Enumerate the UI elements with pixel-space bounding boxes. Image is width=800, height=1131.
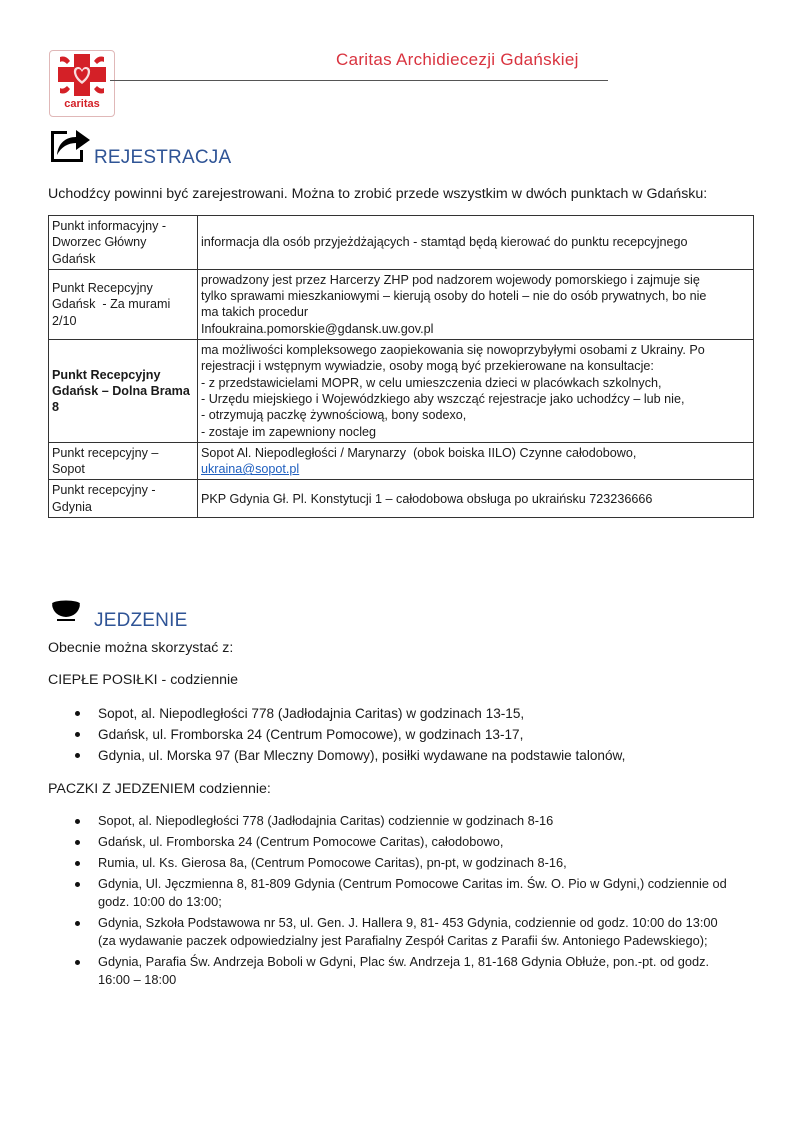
bowl-icon — [48, 588, 92, 628]
food-heading — [48, 588, 188, 631]
list-item-line: Rumia, ul. Ks. Gierosa 8a, (Centrum Pomocowe Caritas), pn-pt, w godzinach 8-16, — [98, 855, 567, 870]
details-line: Sopot Al. Niepodległości / Marynarzy (obok boiska IILO) Czynne całodobowo, — [201, 445, 637, 460]
hot-meals-list — [72, 703, 625, 766]
table-row — [49, 340, 754, 443]
list-item-line: 16:00 – 18:00 — [98, 972, 177, 987]
logo-text: caritas — [64, 98, 100, 110]
list-item-line: (za wydawanie paczek odpowiedzialny jest Parafialny Zespół Caritas z Parafii św. Antoniego Padewskiego); — [98, 933, 708, 948]
details-line: - otrzymują paczkę żywnościową, bony sodexo, — [201, 408, 467, 423]
list-item — [72, 914, 727, 950]
packages-label: PACZKI Z JEDZENIEM codziennie: — [48, 781, 271, 797]
location-line: Gdańsk — [52, 251, 96, 266]
caritas-logo — [49, 50, 115, 117]
location-cell — [49, 442, 198, 480]
share-arrow-icon — [48, 125, 92, 165]
location-line: Gdynia — [52, 499, 92, 514]
details-cell — [198, 340, 754, 443]
section-title-food: JEDZENIE — [94, 610, 188, 631]
details-line: Infoukraina.pomorskie@gdansk.uw.gov.pl — [201, 321, 434, 336]
header-divider — [110, 80, 608, 81]
registration-intro: Uchodźcy powinni być zarejestrowani. Można to zrobić przede wszystkim w dwóch punktach w Gdańsku: — [48, 186, 708, 202]
list-item-line: Gdańsk, ul. Fromborska 24 (Centrum Pomocowe Caritas), całodobowo, — [98, 834, 504, 849]
location-line: 8 — [52, 400, 60, 415]
location-line: Punkt recepcyjny – — [52, 445, 159, 460]
details-cell — [198, 480, 754, 518]
location-cell — [49, 340, 198, 443]
location-cell — [49, 480, 198, 518]
registration-heading — [48, 125, 232, 168]
list-item — [72, 953, 727, 989]
table-row — [49, 480, 754, 518]
organization-title: Caritas Archidiecezji Gdańskiej — [336, 50, 579, 69]
details-cell — [198, 216, 754, 270]
list-item — [72, 875, 727, 911]
location-line: Sopot — [52, 462, 85, 477]
list-item-line: Gdynia, Ul. Jęczmienna 8, 81-809 Gdynia (Centrum Pomocowe Caritas im. Św. O. Pio w Gdyni,) codziennie od — [98, 876, 727, 891]
details-line: rejestracji i wstępnym wywiadzie, osoby mogą być przekierowane na konsultacje: — [201, 359, 654, 374]
list-item-line: Sopot, al. Niepodległości 778 (Jadłodajnia Caritas) codziennie w godzinach 8-16 — [98, 813, 554, 828]
list-item-line: godz. 10:00 do 13:00; — [98, 894, 222, 909]
hot-meals-label: CIEPŁE POSIŁKI - codziennie — [48, 672, 239, 688]
list-item-line: Gdynia, Parafia Św. Andrzeja Boboli w Gdyni, Plac św. Andrzeja 1, 81-168 Gdynia Obłuże, pon.-pt. od godz. — [98, 954, 710, 969]
caritas-cross-icon — [50, 51, 114, 97]
email-link[interactable]: ukraina@sopot.pl — [201, 462, 300, 477]
location-line: Punkt informacyjny - — [52, 219, 167, 233]
section-title-registration: REJESTRACJA — [94, 147, 232, 168]
location-line: Gdańsk – Dolna Brama — [52, 383, 190, 398]
registration-table — [48, 215, 754, 518]
list-item-line: Gdynia, Szkoła Podstawowa nr 53, ul. Gen. J. Hallera 9, 81- 453 Gdynia, codziennie od godz. 10:00 do 13:00 — [98, 915, 718, 930]
list-item: Gdańsk, ul. Fromborska 24 (Centrum Pomocowe), w godzinach 13-17, — [72, 724, 625, 745]
table-row — [49, 216, 754, 270]
details-line: prowadzony jest przez Harcerzy ZHP pod nadzorem wojewody pomorskiego i zajmuje się — [201, 272, 700, 287]
list-item — [72, 812, 727, 830]
details-line: tylko sprawami mieszkaniowymi – kierują osoby do hoteli – nie do osób prywatnych, bo nie — [201, 289, 707, 304]
location-cell — [49, 269, 198, 339]
location-cell — [49, 216, 198, 270]
location-line: Punkt recepcyjny - — [52, 483, 156, 498]
location-line: Punkt Recepcyjny — [52, 367, 161, 382]
details-cell — [198, 269, 754, 339]
details-line: informacja dla osób przyjeżdżających - stamtąd będą kierować do punktu recepcyjnego — [201, 235, 688, 250]
list-item — [72, 833, 727, 851]
list-item — [72, 854, 727, 872]
details-line: PKP Gdynia Gł. Pl. Konstytucji 1 – całodobowa obsługa po ukraińsku 723236666 — [201, 491, 653, 506]
packages-list — [72, 812, 727, 992]
location-line: 2/10 — [52, 313, 77, 328]
details-line: ma możliwości kompleksowego zaopiekowania się nowoprzybyłymi osobami z Ukrainy. Po — [201, 343, 705, 358]
table-row — [49, 269, 754, 339]
location-line: Punkt Recepcyjny — [52, 281, 153, 296]
table-row — [49, 442, 754, 480]
details-line: - Urzędu miejskiego i Wojewódzkiego aby wszcząć rejestracje jako uchodźcy – lub nie, — [201, 391, 685, 406]
list-item: Sopot, al. Niepodległości 778 (Jadłodajnia Caritas) w godzinach 13-15, — [72, 703, 625, 724]
location-line: Gdańsk - Za murami — [52, 297, 171, 312]
details-line: - z przedstawicielami MOPR, w celu umieszczenia dzieci w placówkach szkolnych, — [201, 375, 662, 390]
details-line: - zostaje im zapewniony nocleg — [201, 424, 377, 439]
list-item: Gdynia, ul. Morska 97 (Bar Mleczny Domowy), posiłki wydawane na podstawie talonów, — [72, 745, 625, 766]
details-cell — [198, 442, 754, 480]
food-intro: Obecnie można skorzystać z: — [48, 640, 234, 656]
location-line: Dworzec Główny — [52, 235, 147, 250]
details-line: ma takich procedur — [201, 305, 309, 320]
